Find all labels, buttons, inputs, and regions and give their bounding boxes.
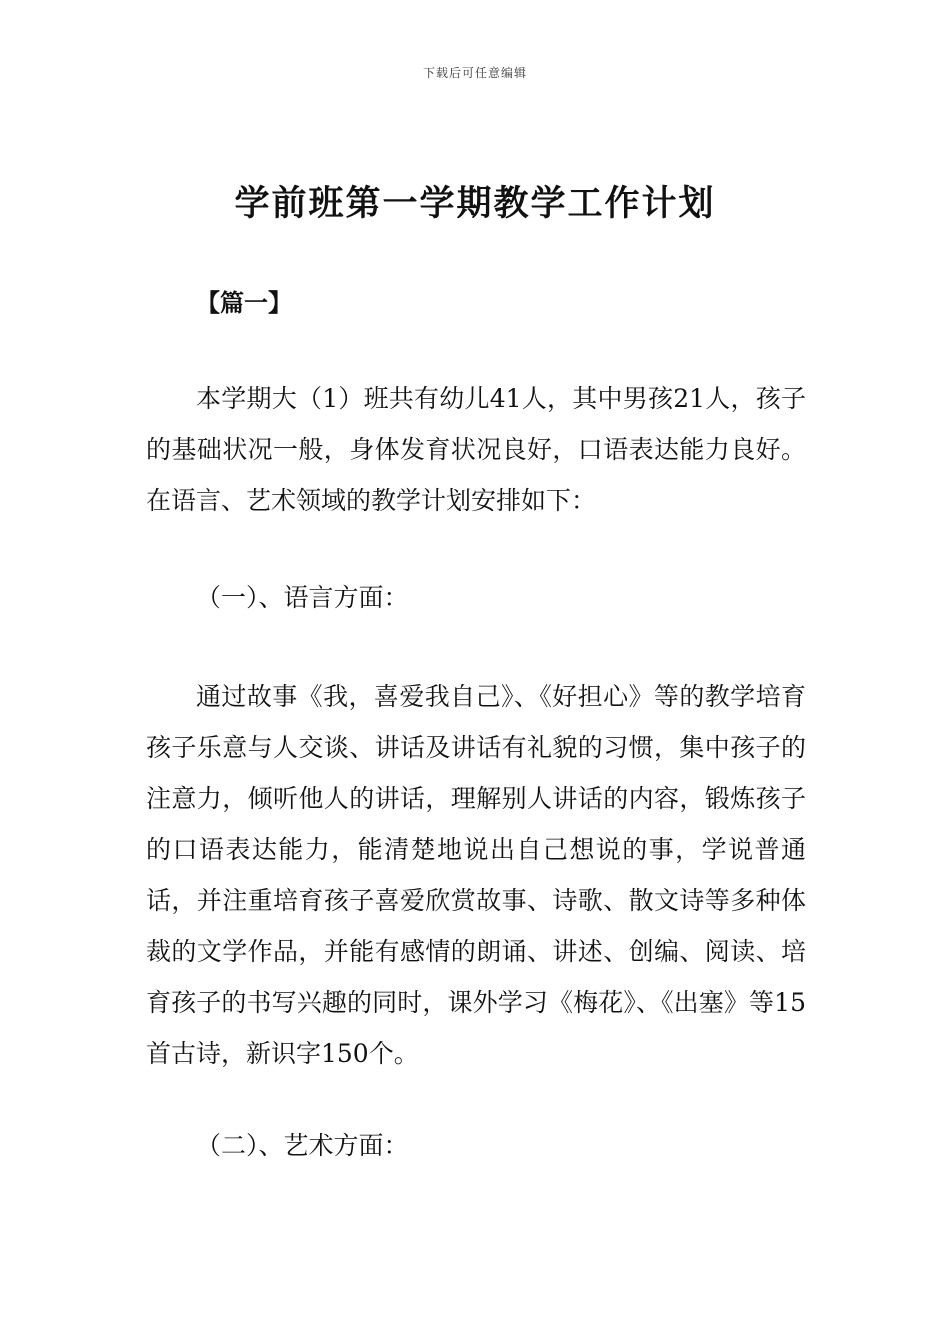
document-title: 学前班第一学期教学工作计划 xyxy=(234,184,716,224)
header-note: 下载后可任意编辑 xyxy=(422,66,527,80)
intro-paragraph: 本学期大（1）班共有幼儿41人，其中男孩21人，孩子的基础状况一般，身体发育状况良好，口语表达能力良好。在语言、艺术领域的教学计划安排如下： xyxy=(146,384,806,515)
subsection-heading-art: （二）、艺术方面： xyxy=(196,1131,409,1160)
section-label: 【篇一】 xyxy=(196,289,292,317)
subsection-heading-language: （一）、语言方面： xyxy=(196,583,409,612)
language-paragraph: 通过故事《我，喜爱我自己》、《好担心》等的教学培育孩子乐意与人交谈、讲话及讲话有礼貌的习惯，集中孩子的注意力，倾听他人的讲话，理解别人讲话的内容，锻炼孩子的口语表达能力，能清楚地说出自己想说的事，学说普通话，并注重培育孩子喜爱欣赏故事、诗歌、散文诗等多种体裁的文学作品，并能有感情的朗诵、讲述、创编、阅读、培育孩子的书写兴趣的同时，课外学习《梅花》、《出塞》等15首古诗，新识字150个。 xyxy=(146,682,806,1068)
